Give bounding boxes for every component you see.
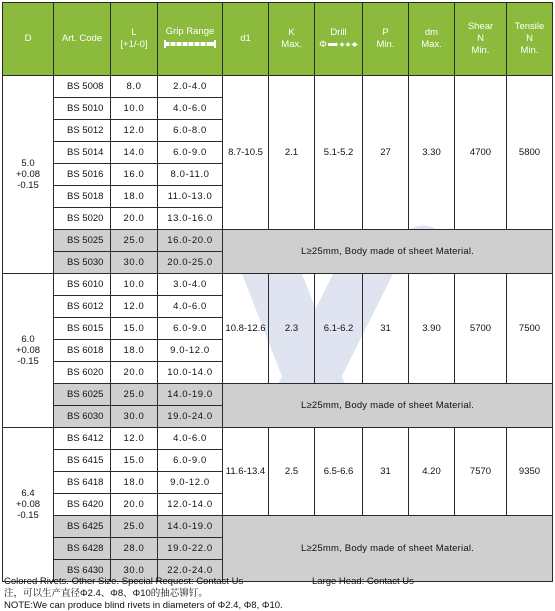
art-code-cell: BS 6025: [54, 384, 111, 406]
table-row-shaded: [3, 230, 553, 252]
drill-cell: 5.1-5.2: [315, 76, 363, 230]
length-cell: 25.0: [111, 516, 158, 538]
art-code-cell: BS 6015: [54, 318, 111, 340]
art-code-cell: BS 5014: [54, 142, 111, 164]
grip-cell: 12.0-14.0: [158, 494, 223, 516]
rivet-spec-table: [2, 2, 553, 582]
length-cell: 12.0: [111, 120, 158, 142]
header-p: P Min.: [363, 3, 409, 76]
header-drill: Drill Φ: [315, 3, 363, 76]
k-cell: 2.3: [269, 274, 315, 384]
length-cell: 8.0: [111, 76, 158, 98]
diameter-cell: 5.0 +0.08 -0.15: [3, 76, 54, 274]
grip-cell: 2.0-4.0: [158, 76, 223, 98]
tensile-cell: 5800: [507, 76, 553, 230]
p-cell: 27: [363, 76, 409, 230]
dm-cell: 3.30: [409, 76, 455, 230]
grip-cell: 8.0-11.0: [158, 164, 223, 186]
art-code-cell: BS 5016: [54, 164, 111, 186]
drill-bit-icon: [328, 41, 358, 48]
shear-cell: 7570: [455, 428, 507, 516]
length-cell: 30.0: [111, 560, 158, 582]
length-cell: 15.0: [111, 318, 158, 340]
length-cell: 25.0: [111, 230, 158, 252]
grip-cell: 19.0-22.0: [158, 538, 223, 560]
grip-cell: 6.0-9.0: [158, 142, 223, 164]
art-code-cell: BS 6018: [54, 340, 111, 362]
grip-cell: 4.0-6.0: [158, 98, 223, 120]
length-cell: 30.0: [111, 406, 158, 428]
grip-cell: 6.0-9.0: [158, 318, 223, 340]
k-cell: 2.5: [269, 428, 315, 516]
grip-range-bar-icon: [164, 40, 216, 48]
length-cell: 18.0: [111, 186, 158, 208]
footer-large-head-text: Large Head: Contact Us: [312, 576, 414, 587]
grip-cell: 11.0-13.0: [158, 186, 223, 208]
sheet-material-note: L≥25mm, Body made of sheet Material.: [223, 230, 553, 274]
art-code-cell: BS 6430: [54, 560, 111, 582]
header-length: L [+1/-0]: [111, 3, 158, 76]
footer-large-head: [312, 576, 414, 587]
art-code-cell: BS 5018: [54, 186, 111, 208]
art-code-cell: BS 6415: [54, 450, 111, 472]
d1-cell: 8.7-10.5: [223, 76, 269, 230]
header-d: D: [3, 3, 54, 76]
art-code-cell: BS 6428: [54, 538, 111, 560]
art-code-cell: BS 5012: [54, 120, 111, 142]
art-code-cell: BS 6010: [54, 274, 111, 296]
diameter-cell: 6.0 +0.08 -0.15: [3, 274, 54, 428]
art-code-cell: BS 5025: [54, 230, 111, 252]
tensile-cell: 9350: [507, 428, 553, 516]
dm-cell: 4.20: [409, 428, 455, 516]
grip-cell: 4.0-6.0: [158, 428, 223, 450]
art-code-cell: BS 6012: [54, 296, 111, 318]
sheet-material-note: L≥25mm, Body made of sheet Material.: [223, 384, 553, 428]
length-cell: 14.0: [111, 142, 158, 164]
length-cell: 12.0: [111, 428, 158, 450]
table-row-shaded: [3, 384, 553, 406]
p-cell: 31: [363, 274, 409, 384]
length-cell: 15.0: [111, 450, 158, 472]
header-tensile: Tensile N Min.: [507, 3, 553, 76]
art-code-cell: BS 6418: [54, 472, 111, 494]
length-cell: 28.0: [111, 538, 158, 560]
sheet-material-note: L≥25mm, Body made of sheet Material.: [223, 516, 553, 582]
art-code-cell: BS 5020: [54, 208, 111, 230]
drill-cell: 6.5-6.6: [315, 428, 363, 516]
diameter-cell: 6.4 +0.08 -0.15: [3, 428, 54, 582]
art-code-cell: BS 6425: [54, 516, 111, 538]
length-cell: 20.0: [111, 208, 158, 230]
footer-special-request: Colored Rivets. Other Size. Special Request: Contact Us: [4, 576, 244, 587]
art-code-cell: BS 6412: [54, 428, 111, 450]
header-art-code: Art. Code: [54, 3, 111, 76]
footer-line-1: [4, 576, 243, 587]
length-cell: 10.0: [111, 274, 158, 296]
art-code-cell: BS 6030: [54, 406, 111, 428]
header-dm: dm Max.: [409, 3, 455, 76]
grip-cell: 6.0-8.0: [158, 120, 223, 142]
art-code-cell: BS 6020: [54, 362, 111, 384]
table-row: [3, 274, 553, 296]
footer-note-english: NOTE:We can produce blind rivets in diameters of Φ2.4, Φ8, Φ10.: [4, 600, 283, 611]
length-cell: 30.0: [111, 252, 158, 274]
d1-cell: 10.8-12.6: [223, 274, 269, 384]
table-row-shaded: [3, 516, 553, 538]
grip-cell: 14.0-19.0: [158, 384, 223, 406]
length-cell: 12.0: [111, 296, 158, 318]
p-cell: 31: [363, 428, 409, 516]
art-code-cell: BS 5008: [54, 76, 111, 98]
header-grip-range: Grip Range: [158, 3, 223, 76]
grip-cell: 3.0-4.0: [158, 274, 223, 296]
art-code-cell: BS 5030: [54, 252, 111, 274]
d1-cell: 11.6-13.4: [223, 428, 269, 516]
art-code-cell: BS 6420: [54, 494, 111, 516]
length-cell: 18.0: [111, 472, 158, 494]
length-cell: 20.0: [111, 494, 158, 516]
length-cell: 20.0: [111, 362, 158, 384]
grip-cell: 16.0-20.0: [158, 230, 223, 252]
grip-cell: 6.0-9.0: [158, 450, 223, 472]
dm-cell: 3.90: [409, 274, 455, 384]
grip-cell: 9.0-12.0: [158, 472, 223, 494]
art-code-cell: BS 5010: [54, 98, 111, 120]
header-d1: d1: [223, 3, 269, 76]
k-cell: 2.1: [269, 76, 315, 230]
table-row: [3, 76, 553, 98]
footer-note-chinese: 注，可以生产直径Φ2.4、Φ8、Φ10的抽芯铆钉。: [4, 588, 208, 599]
shear-cell: 5700: [455, 274, 507, 384]
table-row: [3, 428, 553, 450]
length-cell: 10.0: [111, 98, 158, 120]
header-shear: Shear N Min.: [455, 3, 507, 76]
grip-cell: 20.0-25.0: [158, 252, 223, 274]
drill-cell: 6.1-6.2: [315, 274, 363, 384]
grip-cell: 14.0-19.0: [158, 516, 223, 538]
header-row: [3, 3, 553, 76]
grip-cell: 22.0-24.0: [158, 560, 223, 582]
length-cell: 18.0: [111, 340, 158, 362]
grip-cell: 13.0-16.0: [158, 208, 223, 230]
tensile-cell: 7500: [507, 274, 553, 384]
shear-cell: 4700: [455, 76, 507, 230]
grip-cell: 9.0-12.0: [158, 340, 223, 362]
grip-cell: 4.0-6.0: [158, 296, 223, 318]
grip-cell: 10.0-14.0: [158, 362, 223, 384]
grip-cell: 19.0-24.0: [158, 406, 223, 428]
length-cell: 25.0: [111, 384, 158, 406]
header-k: K Max.: [269, 3, 315, 76]
length-cell: 16.0: [111, 164, 158, 186]
